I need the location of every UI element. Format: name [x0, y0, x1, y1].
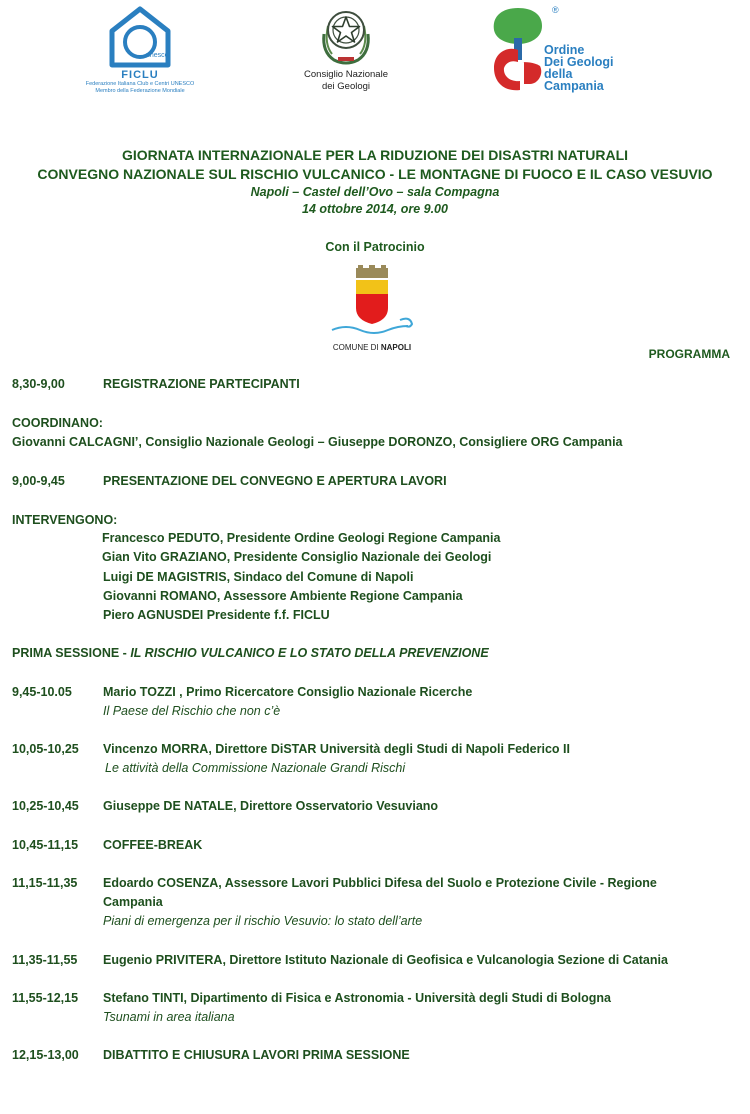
napoli-name-1: COMUNE DI [332, 343, 381, 352]
ficlu-subtitle-1: Federazione Italiana Club e Centri UNESCO [85, 81, 195, 87]
event-venue: Napoli – Castel dell’Ovo – sala Compagna [250, 185, 500, 199]
org-line-3: della [544, 67, 573, 81]
speakers-label: INTERVENGONO: [12, 513, 118, 527]
talk-title: Tsunami in area italiana [103, 1010, 235, 1024]
program-row [12, 838, 202, 852]
program-row [12, 876, 657, 890]
speaker-item: Giovanni ROMANO, Assessore Ambiente Regione Campania [103, 589, 463, 603]
program-time: 10,45-11,15 [12, 838, 79, 852]
program-text-continued: Campania [103, 895, 163, 909]
talk-title: Il Paese del Rischio che non c’è [103, 704, 281, 718]
cng-name-2: dei Geologi [321, 81, 371, 92]
program-row [12, 953, 668, 967]
event-title-2: CONVEGNO NAZIONALE SUL RISCHIO VULCANICO - LE MONTAGNE DI FUOCO E IL CASO VESUVIO [37, 166, 713, 182]
program-time: 9,00-9,45 [12, 474, 65, 488]
program-row [12, 742, 570, 756]
program-row-presentation [12, 474, 447, 488]
unesco-label: unesco [146, 52, 169, 59]
program-row [12, 1048, 410, 1062]
program-text: Giuseppe DE NATALE, Direttore Osservatorio Vesuviano [103, 799, 439, 813]
program-time: 12,15-13,00 [12, 1048, 79, 1062]
program-text: Mario TOZZI , Primo Ricercatore Consiglio Nazionale Ricerche [103, 685, 473, 699]
coordinators-label: COORDINANO: [12, 416, 103, 430]
registered-mark: ® [552, 5, 559, 15]
coordinators-text: Giovanni CALCAGNI’, Consiglio Nazionale Geologi – Giuseppe DORONZO, Consigliere ORG Campania [12, 435, 623, 449]
program-text: DIBATTITO E CHIUSURA LAVORI PRIMA SESSIONE [103, 1048, 410, 1062]
program-time: 11,35-11,55 [12, 953, 78, 967]
program-time: 11,55-12,15 [12, 991, 79, 1005]
org-line-1: Ordine [544, 43, 585, 57]
speaker-item: Luigi DE MAGISTRIS, Sindaco del Comune di Napoli [103, 570, 414, 584]
napoli-crest-icon [326, 264, 418, 336]
speaker-item: Francesco PEDUTO, Presidente Ordine Geologi Regione Campania [102, 531, 501, 545]
session-heading [12, 646, 489, 660]
program-text: COFFEE-BREAK [103, 838, 203, 852]
program-text: REGISTRAZIONE PARTECIPANTI [103, 377, 300, 391]
speaker-item: Gian Vito GRAZIANO, Presidente Consiglio Nazionale dei Geologi [102, 550, 492, 564]
program-text: Stefano TINTI, Dipartimento di Fisica e Astronomia - Università degli Studi di Bologna [103, 991, 611, 1005]
program-time: 9,45-10.05 [12, 685, 72, 699]
napoli-name-2: NAPOLI [380, 343, 412, 352]
program-time: 11,15-11,35 [12, 876, 78, 890]
program-row [12, 685, 472, 699]
program-row [12, 799, 438, 813]
event-title-1: GIORNATA INTERNAZIONALE PER LA RIDUZIONE DEI DISASTRI NATURALI [121, 147, 629, 163]
program-row [12, 991, 611, 1005]
ficlu-subtitle-2: Membro della Federazione Mondiale [95, 88, 185, 94]
org-line-2: Dei Geologi [544, 55, 614, 69]
speaker-item: Piero AGNUSDEI Presidente f.f. FICLU [103, 608, 330, 622]
program-time: 8,30-9,00 [12, 377, 65, 391]
logo-bar [0, 0, 750, 100]
session-title: IL RISCHIO VULCANICO E LO STATO DELLA PREVENZIONE [130, 646, 489, 660]
event-header [0, 146, 750, 218]
program-row-registration [12, 377, 300, 391]
ficlu-name: FICLU [121, 69, 159, 81]
session-label: PRIMA SESSIONE - [12, 646, 131, 660]
org-line-4: Campania [544, 79, 604, 93]
unesco-house-icon [108, 6, 172, 68]
program-time: 10,25-10,45 [12, 799, 79, 813]
italian-emblem-icon [318, 4, 374, 66]
program-text: Edoardo COSENZA, Assessore Lavori Pubblici Difesa del Suolo e Protezione Civile - Regione [103, 876, 657, 890]
program-text: Vincenzo MORRA, Direttore DiSTAR Università degli Studi di Napoli Federico II [103, 742, 570, 756]
org-logo [490, 4, 630, 96]
cng-logo [298, 4, 394, 96]
ficlu-logo [85, 6, 195, 94]
program-text: PRESENTAZIONE DEL CONVEGNO E APERTURA LAVORI [103, 474, 447, 488]
cng-name-1: Consiglio Nazionale [304, 69, 388, 80]
program-text: Eugenio PRIVITERA, Direttore Istituto Nazionale di Geofisica e Vulcanologia Sezione di Catania [103, 953, 668, 967]
event-date: 14 ottobre 2014, ore 9.00 [302, 202, 448, 216]
program-time: 10,05-10,25 [12, 742, 79, 756]
talk-title: Piani di emergenza per il rischio Vesuvio: lo stato dell’arte [103, 914, 423, 928]
programma-label: PROGRAMMA [648, 347, 730, 361]
napoli-logo [326, 264, 418, 352]
talk-title: Le attività della Commissione Nazionale Grandi Rischi [105, 761, 406, 775]
patronage-label: Con il Patrocinio [325, 240, 425, 254]
